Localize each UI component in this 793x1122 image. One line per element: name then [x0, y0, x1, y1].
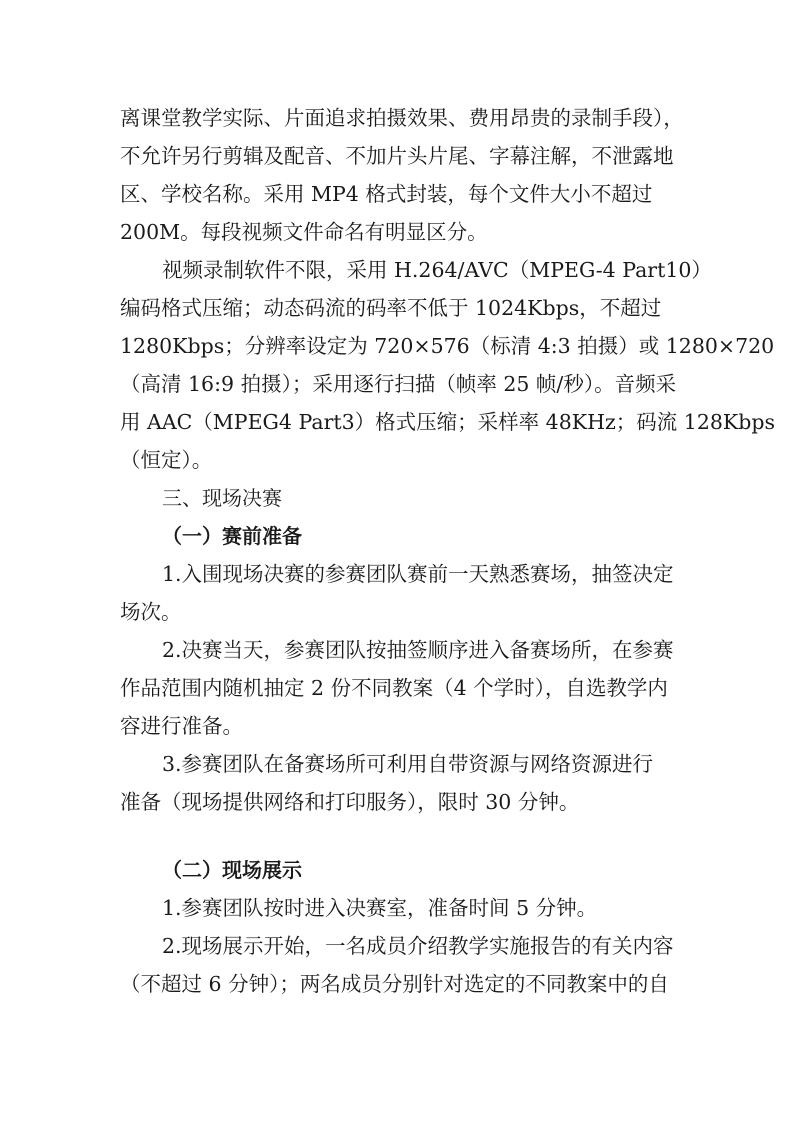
paragraph-line: 3.参赛团队在备赛场所可利用自带资源与网络资源进行 — [162, 752, 654, 776]
paragraph-line: （恒定）。 — [120, 448, 213, 472]
paragraph-line: （高清 16:9 拍摄）；采用逐行扫描（帧率 25 帧/秒）。音频采 — [120, 372, 677, 396]
subsection-heading: （二）现场展示 — [162, 858, 302, 882]
paragraph-line: 200M。每段视频文件命名有明显区分。 — [120, 220, 488, 244]
paragraph-line: 编码格式压缩；动态码流的码率不低于 1024Kbps，不超过 — [120, 296, 662, 320]
paragraph-line: 用 AAC（MPEG4 Part3）格式压缩；采样率 48KHz；码流 128Kbps — [120, 410, 775, 434]
paragraph-line: 不允许另行剪辑及配音、不加片头片尾、字幕注解，不泄露地 — [120, 144, 674, 168]
paragraph-line: 2.现场展示开始，一名成员介绍教学实施报告的有关内容 — [162, 934, 674, 958]
paragraph-line: 场次。 — [120, 600, 182, 624]
paragraph-line: 视频录制软件不限，采用 H.264/AVC（MPEG-4 Part10） — [162, 258, 712, 282]
paragraph-line: 准备（现场提供网络和打印服务），限时 30 分钟。 — [120, 790, 580, 814]
paragraph-line: （不超过 6 分钟）；两名成员分别针对选定的不同教案中的自 — [120, 972, 669, 996]
paragraph-line: 离课堂教学实际、片面追求拍摄效果、费用昂贵的录制手段）， — [120, 106, 684, 130]
paragraph-line: 1.参赛团队按时进入决赛室，准备时间 5 分钟。 — [162, 896, 598, 920]
paragraph-line: 作品范围内随机抽定 2 份不同教案（4 个学时），自选教学内 — [120, 676, 668, 700]
paragraph-line: 区、学校名称。采用 MP4 格式封装，每个文件大小不超过 — [120, 182, 653, 206]
paragraph-line: 2.决赛当天，参赛团队按抽签顺序进入备赛场所，在参赛 — [162, 638, 674, 662]
subsection-heading: （一）赛前准备 — [162, 524, 302, 548]
paragraph-line: 1.入围现场决赛的参赛团队赛前一天熟悉赛场，抽签决定 — [162, 562, 674, 586]
paragraph-line: 容进行准备。 — [120, 714, 243, 738]
paragraph-line: 1280Kbps；分辨率设定为 720×576（标清 4:3 拍摄）或 1280×720 — [120, 334, 775, 358]
section-heading: 三、现场决赛 — [162, 486, 282, 510]
